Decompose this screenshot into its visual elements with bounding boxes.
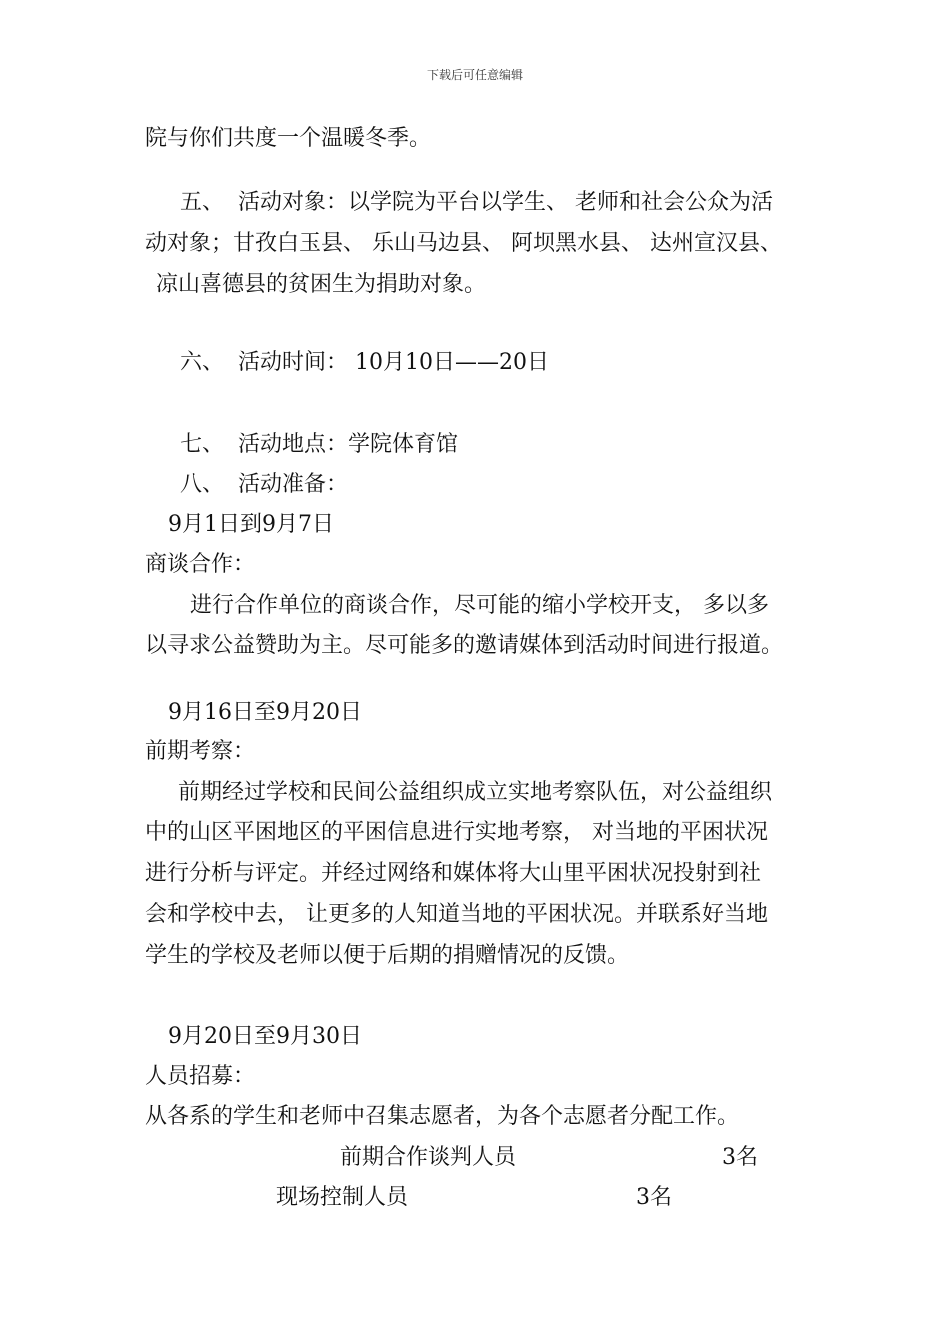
- staff-role: 前期合作谈判人员: [340, 1145, 517, 1170]
- section-5-line-2: 动对象；甘孜白玉县、 乐山马边县、 阿坝黑水县、 达州宣汉县、: [145, 231, 782, 256]
- subheading-survey: 前期考察：: [145, 739, 256, 764]
- section-5-line-1: 活动对象：以学院为平台以学生、 老师和社会公众为活: [238, 190, 773, 215]
- survey-line-5: 学生的学校及老师以便于后期的捐赠情况的反馈。: [145, 943, 630, 968]
- survey-line-3: 进行分析与评定。并经过网络和媒体将大山里平困状况投射到社: [145, 861, 762, 886]
- survey-line-1: 前期经过学校和民间公益组织成立实地考察队伍，对公益组织: [178, 780, 773, 805]
- date-range-3: 9月20日至9月30日: [168, 1024, 362, 1049]
- intro-end-line: 院与你们共度一个温暖冬季。: [145, 126, 432, 151]
- section-5-number: 五、: [180, 190, 225, 215]
- section-8-number: 八、: [180, 472, 225, 497]
- recruitment-line-1: 从各系的学生和老师中召集志愿者，为各个志愿者分配工作。: [145, 1104, 740, 1129]
- subheading-negotiation: 商谈合作：: [145, 552, 256, 577]
- negotiation-line-1: 进行合作单位的商谈合作，尽可能的缩小学校开支， 多以多: [190, 593, 769, 618]
- date-range-1: 9月1日到9月7日: [168, 512, 334, 537]
- section-8-text: 活动准备：: [238, 472, 349, 497]
- date-range-2: 9月16日至9月20日: [168, 700, 362, 725]
- section-6-text: 活动时间： 10月10日——20日: [238, 350, 549, 375]
- subheading-recruitment: 人员招募：: [145, 1064, 256, 1089]
- section-7-text: 活动地点：学院体育馆: [238, 432, 459, 457]
- section-5-line-3: 凉山喜德县的贫困生为捐助对象。: [156, 272, 487, 297]
- section-7-number: 七、: [180, 432, 225, 457]
- survey-line-2: 中的山区平困地区的平困信息进行实地考察， 对当地的平困状况: [145, 820, 768, 845]
- staff-count: 3名: [722, 1145, 758, 1170]
- staff-count: 3名: [636, 1185, 672, 1210]
- survey-line-4: 会和学校中去， 让更多的人知道当地的平困状况。并联系好当地: [145, 902, 768, 927]
- staff-role: 现场控制人员: [276, 1185, 409, 1210]
- section-6-number: 六、: [180, 350, 225, 375]
- page-header: 下载后可任意编辑: [426, 68, 523, 82]
- negotiation-line-2: 以寻求公益赞助为主。尽可能多的邀请媒体到活动时间进行报道。: [145, 633, 784, 658]
